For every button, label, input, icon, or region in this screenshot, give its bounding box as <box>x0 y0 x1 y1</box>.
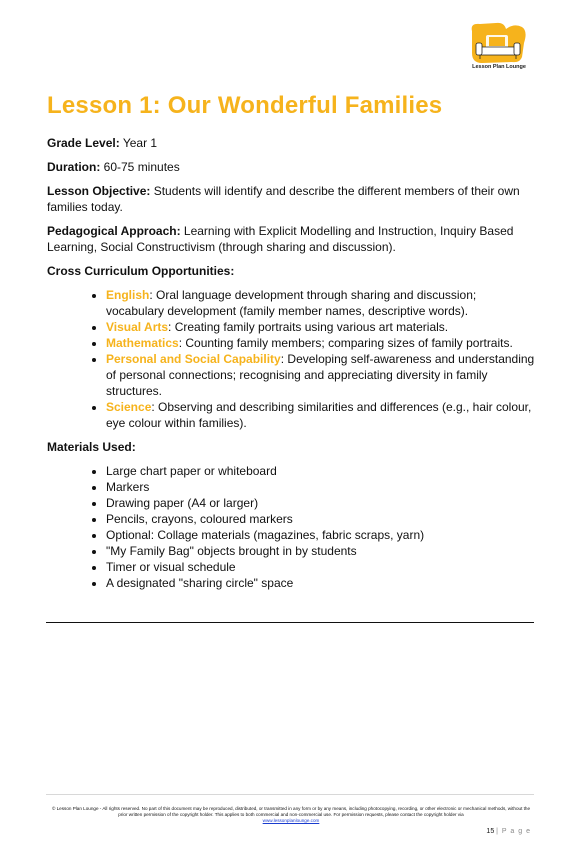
list-item: • Timer or visual schedule <box>106 559 537 575</box>
pedagogical-approach: Pedagogical Approach: Learning with Explicit Modelling and Instruction, Inquiry Based Learning, Social Constructivism (through sharing and discussion). <box>47 224 514 254</box>
page-number: 15 | P a g e <box>486 828 531 835</box>
lesson-objective: Lesson Objective: Students will identify and describe the different members of their own families today. <box>47 184 520 214</box>
list-item: • Pencils, crayons, coloured markers <box>106 511 537 527</box>
materials-list <box>47 463 537 591</box>
duration: Duration: 60-75 minutes <box>47 160 180 174</box>
lesson-body <box>47 135 537 599</box>
list-item: • "My Family Bag" objects brought in by students <box>106 543 537 559</box>
list-item: • Drawing paper (A4 or larger) <box>106 495 537 511</box>
list-item: • Mathematics: Counting family members; comparing sizes of family portraits. <box>106 335 537 351</box>
list-item: • Markers <box>106 479 537 495</box>
website-link[interactable]: www.lessonplanlounge.com <box>262 818 320 823</box>
list-item: • Visual Arts: Creating family portraits using various art materials. <box>106 319 537 335</box>
list-item: • Optional: Collage materials (magazines, fabric scraps, yarn) <box>106 527 537 543</box>
footer-divider <box>46 794 534 795</box>
list-item: • Personal and Social Capability: Developing self-awareness and understanding of personal connections; recognising and appreciating diversity in family structures. <box>106 351 537 399</box>
footer-copyright: © Lesson Plan Lounge - All rights reserved. No part of this document may be reproduced, distributed, or transmitted in any form or by any means, including photocopying, recording, or other electronic or mechanical methods, without the prior written permission of the copyright holder. This applies to both commercial and non-commercial use. For permission requests, please contact the copyright holder via www.lessonplanlounge.com <box>51 806 531 823</box>
lesson-title: Lesson 1: Our Wonderful Families <box>47 92 443 119</box>
materials-heading: Materials Used: <box>47 440 136 454</box>
list-item: • Science: Observing and describing similarities and differences (e.g., hair colour, eye colour within families). <box>106 399 537 431</box>
cross-curriculum-heading: Cross Curriculum Opportunities: <box>47 264 235 278</box>
cross-curriculum-list <box>47 287 537 431</box>
list-item: • A designated "sharing circle" space <box>106 575 537 591</box>
list-item: • English: Oral language development through sharing and discussion; vocabulary development (family member names, descriptive words). <box>106 287 537 319</box>
logo-text: Lesson Plan Lounge <box>472 64 526 70</box>
list-item: • Large chart paper or whiteboard <box>106 463 537 479</box>
section-divider <box>46 622 534 623</box>
grade-level: Grade Level: Year 1 <box>47 136 158 150</box>
